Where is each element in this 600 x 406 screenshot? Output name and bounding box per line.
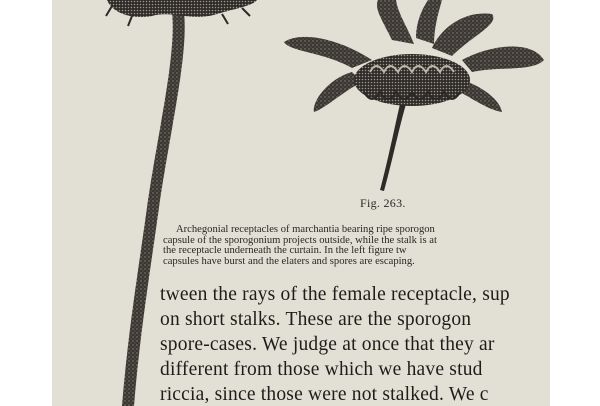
book-page — [52, 0, 550, 406]
body-line: spore-cases. We judge at once that they ar — [160, 334, 495, 355]
body-line: different from those which we have stud — [160, 359, 483, 380]
body-paragraph — [160, 282, 510, 406]
caption-line: capsules have burst and the elaters and spores are escaping. — [163, 255, 415, 267]
caption-line: capsule of the sporogonium projects outside, while the stalk is at — [163, 234, 437, 246]
figure-label: Fig. 263. — [360, 196, 406, 210]
body-line: tween the rays of the female receptacle, sup — [160, 284, 510, 305]
caption-line: the receptacle underneath the curtain. In the left figure tw — [163, 245, 407, 256]
body-line: riccia, since those were not stalked. We c — [160, 384, 489, 405]
right-receptacle-drawing — [284, 0, 544, 191]
caption-line: Archegonial receptacles of marchantia bearing ripe sporogon — [176, 224, 435, 235]
figure-caption — [163, 225, 550, 267]
body-line: on short stalks. These are the sporogon — [160, 309, 472, 330]
